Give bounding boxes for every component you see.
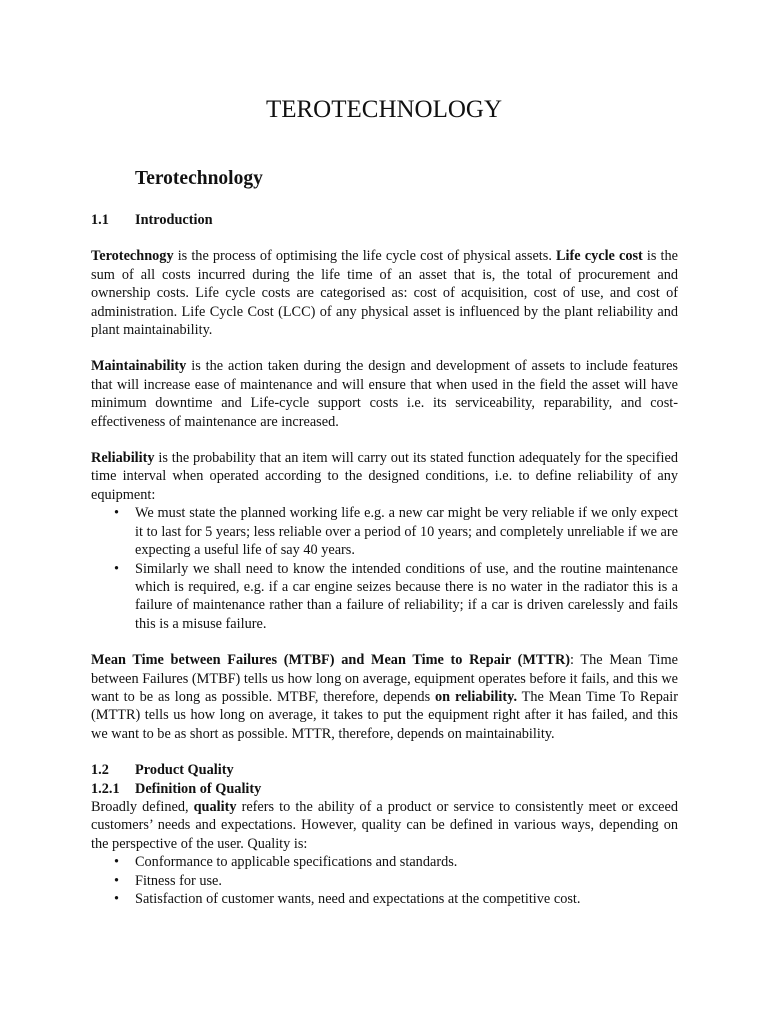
subsection-heading-definition-of-quality — [91, 780, 678, 798]
paragraph-text: is the probability that an item will carry out its stated function adequately for the specified time interval when operated according to the designed conditions, i.e. to define reliability of any equipment: — [91, 450, 678, 503]
list-item: • Conformance to applicable specifications and standards. — [91, 853, 678, 871]
list-item: • We must state the planned working life e.g. a new car might be very reliable if we only expect it to last for 5 years; less reliable over a period of 10 years; and completely unreliable if we are expecting a useful life of say 40 years. — [91, 504, 678, 559]
reliability-list — [91, 504, 678, 633]
section-title: Introduction — [135, 212, 213, 228]
section-number: 1.2 — [91, 762, 109, 779]
paragraph-maintainability — [91, 357, 678, 431]
subsection-number: 1.2.1 — [91, 780, 120, 797]
section-number: 1.1 — [91, 212, 109, 228]
section-heading-introduction — [91, 211, 678, 229]
paragraph-mtbf-mttr — [91, 651, 678, 743]
paragraph-text: : The Mean Time between Failures (MTBF) tells us how long on average, equipment operates before it fails, and this we want to be as long as possible. MTBF, therefore, depends — [91, 652, 678, 705]
paragraph-text: The Mean Time To Repair (MTTR) tells us how long on average, it takes to put the equipment right after it has failed, and this we want to be as short as possible. MTTR, therefore, depends on maintainability. — [91, 688, 678, 742]
paragraph-text: is the process of optimising the life cycle cost of physical assets. — [173, 248, 557, 265]
list-item: • Similarly we shall need to know the intended conditions of use, and the routine maintenance which is required, e.g. if a car engine seizes because there is no water in the radiator this is a failure of maintenance rather than a failure of reliability; if a car is driven carelessly and fails this is a misuse failure. — [91, 560, 678, 634]
term-terotechnology: Terotechnogy — [91, 248, 174, 265]
term-life-cycle-cost: Life cycle cost — [556, 248, 643, 265]
subsection-title: Definition of Quality — [135, 780, 262, 797]
list-item: • Fitness for use. — [91, 872, 678, 890]
paragraph-quality — [91, 798, 678, 853]
paragraph-text: is the action taken during the design and development of assets to include features that will increase ease of maintenance and will ensure that when used in the field the asset will have minimum downtime and Life-cycle support costs i.e. its serviceability, reparability, and cost-effectiveness of maintenance are increased. — [91, 358, 678, 430]
section-heading-product-quality — [91, 761, 678, 779]
document-body — [91, 211, 678, 908]
paragraph-text: refers to the ability of a product or service to consistently meet or exceed customers’ needs and expectations. However, quality can be defined in various ways, depending on the perspective of the user. Quality is: — [91, 798, 678, 852]
section-title: Product Quality — [135, 762, 234, 779]
term-mtbf-mttr: Mean Time between Failures (MTBF) and Mean Time to Repair (MTTR) — [91, 652, 571, 669]
paragraph-terotechnology — [91, 247, 678, 339]
paragraph-text: Broadly defined, — [91, 798, 194, 815]
list-item: • Satisfaction of customer wants, need and expectations at the competitive cost. — [91, 890, 678, 908]
term-reliability: Reliability — [91, 450, 155, 467]
term-on-reliability: on reliability. — [435, 688, 518, 705]
term-quality: quality — [193, 798, 237, 815]
quality-list — [91, 853, 678, 908]
paragraph-text: is the sum of all costs incurred during the life time of an asset that is, the total of procurement and ownership costs. Life cycle costs are categorised as: cost of acquisition, cost of use, and cost of administration. Life Cycle Cost (LCC) of any physical asset is influenced by the plant reliability and plant maintainability. — [91, 248, 679, 339]
document-subtitle: Terotechnology — [135, 168, 263, 189]
term-maintainability: Maintainability — [91, 358, 187, 375]
paragraph-reliability — [91, 449, 678, 504]
document-title: TEROTECHNOLOGY — [265, 96, 503, 123]
